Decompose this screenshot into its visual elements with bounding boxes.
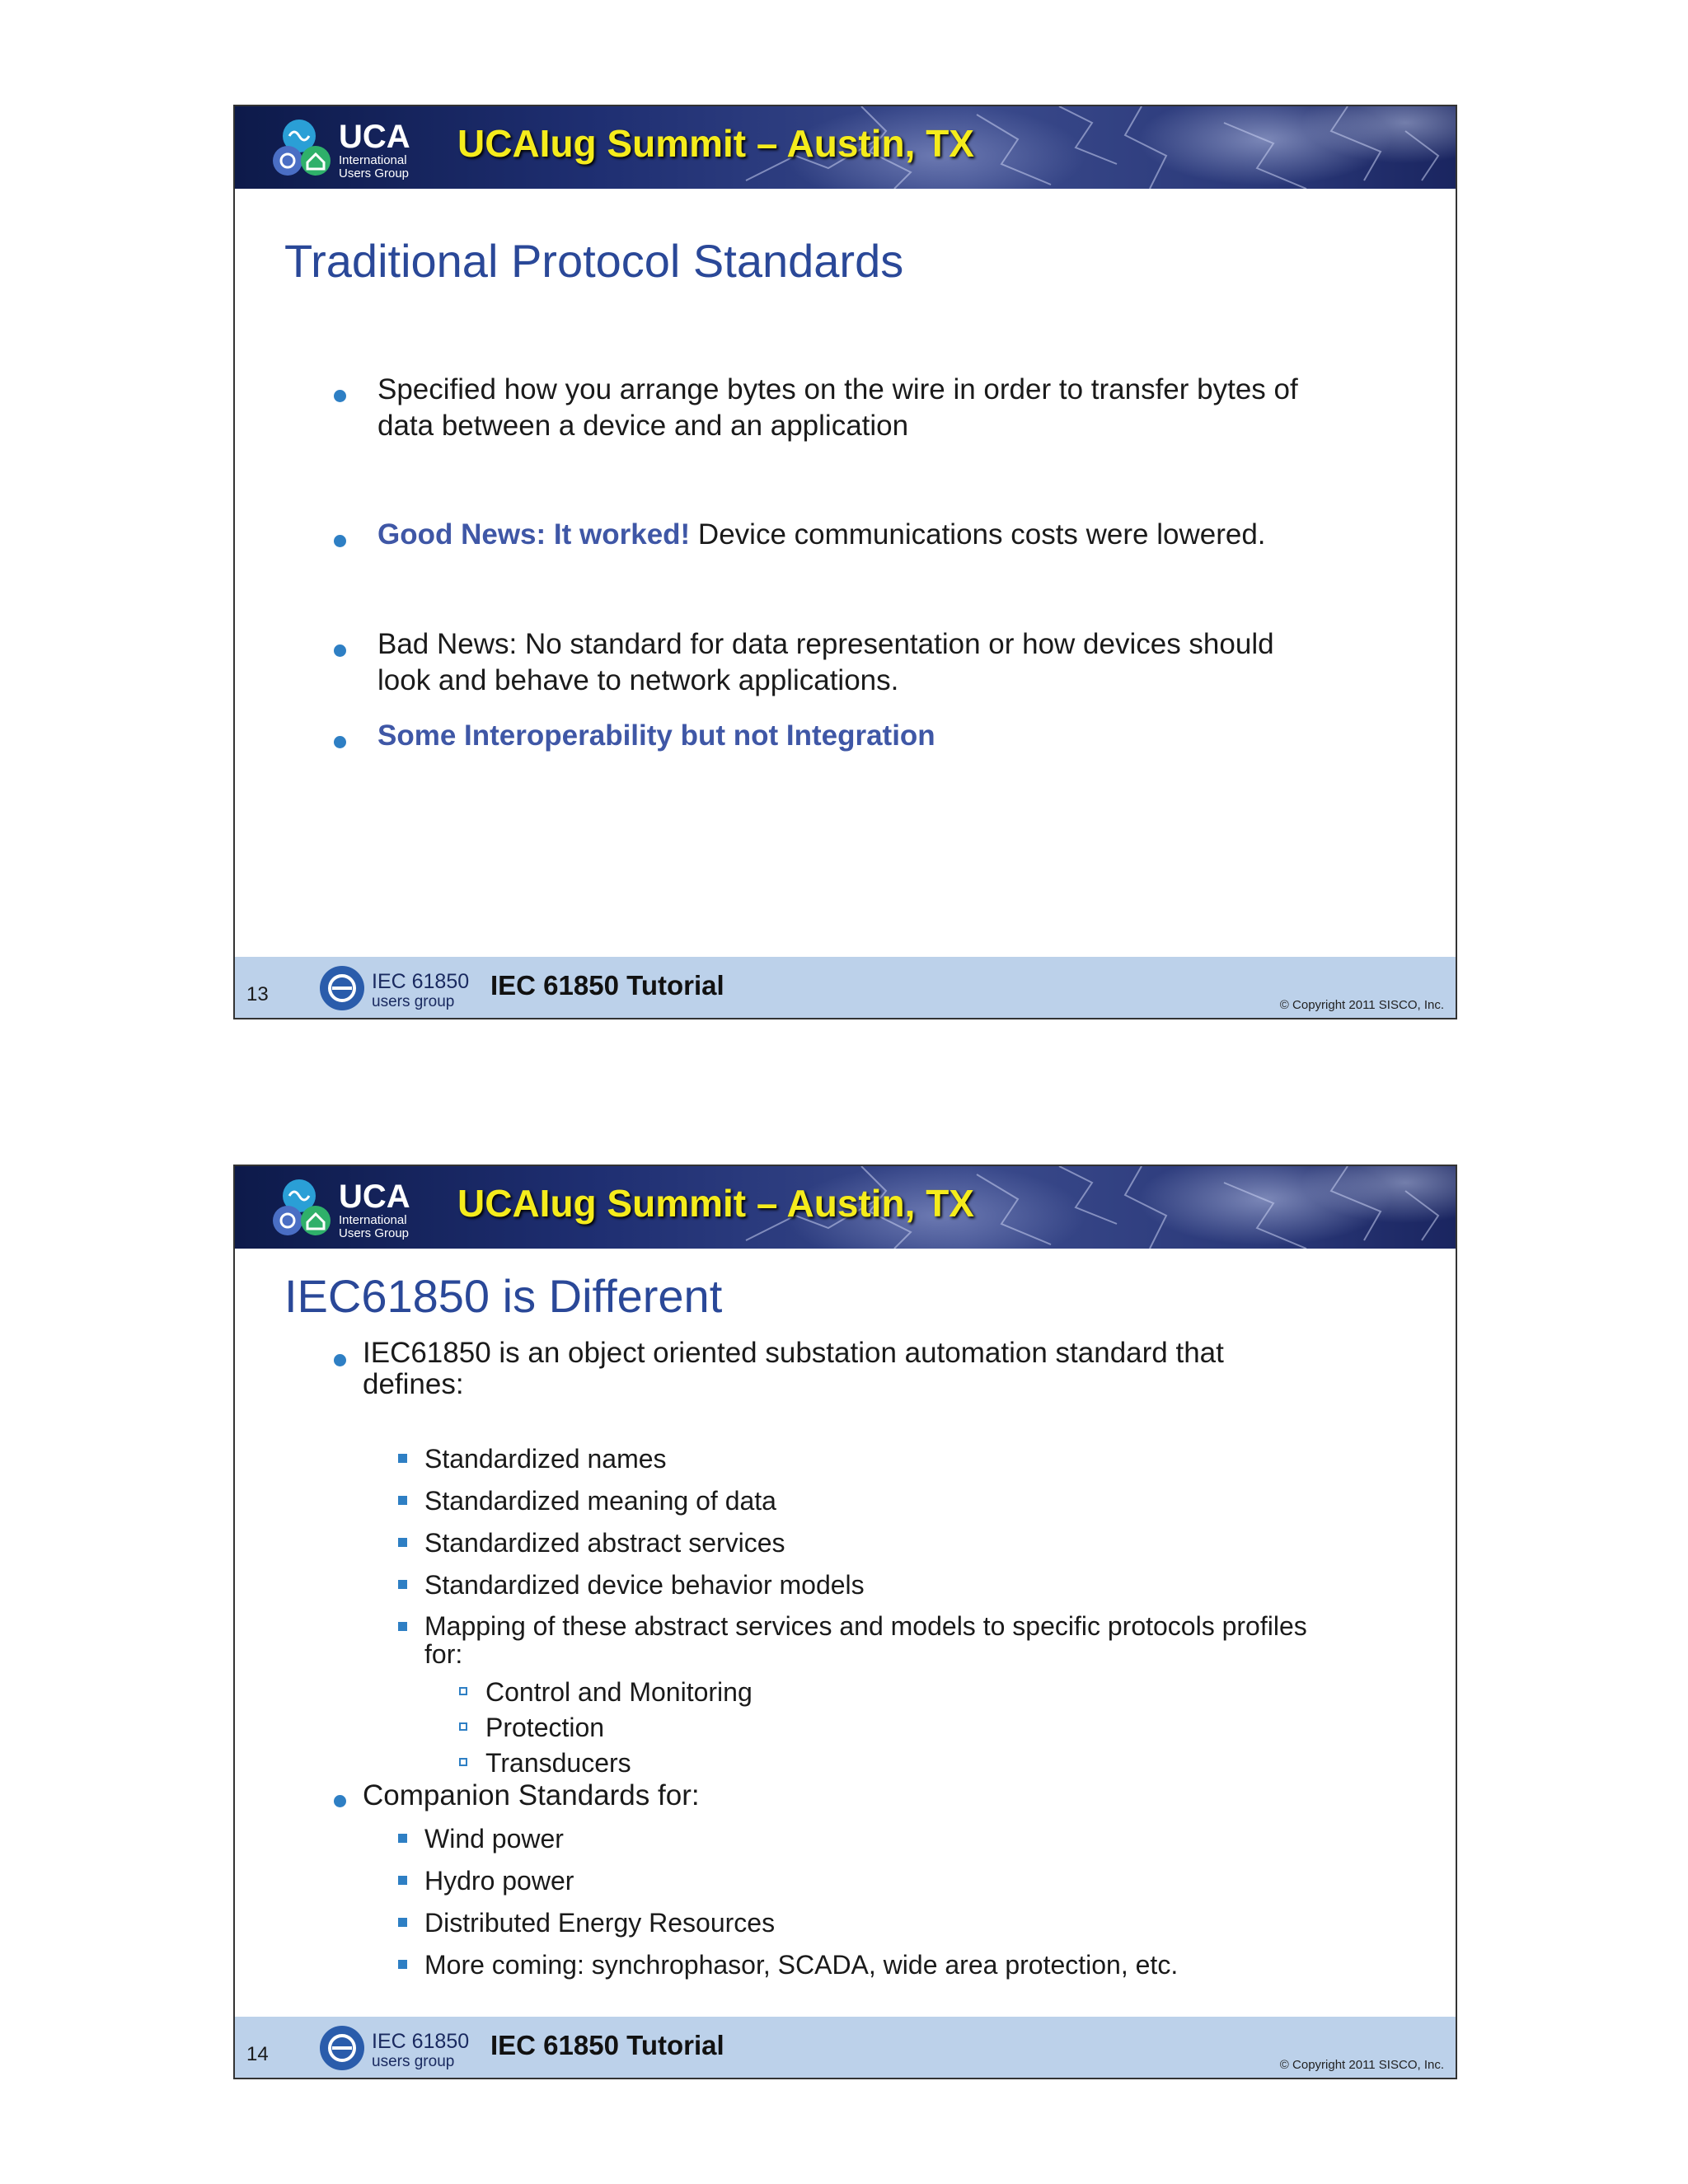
iec-logo-bottom: users group: [372, 2053, 455, 2070]
bullet-dot: [334, 390, 346, 402]
checkbox-bullet: [459, 1722, 467, 1731]
sub-bullet-square: [398, 1496, 407, 1505]
logo-line1: International: [339, 153, 407, 167]
bullet-dot: [334, 1795, 346, 1807]
logo-line2: Users Group: [339, 1226, 410, 1240]
slide-footer: [235, 2017, 1456, 2078]
sub-bullet-square: [398, 1622, 407, 1631]
sub-bullet-line: for:: [424, 1639, 463, 1669]
bullet-item: [377, 718, 935, 754]
sub-bullet-item: [424, 1612, 1307, 1668]
banner-title: UCAIug Summit – Austin, TX: [457, 122, 974, 165]
sub-bullet-square: [398, 1538, 407, 1547]
checkbox-bullet: [459, 1758, 467, 1766]
bullet-item: [363, 1338, 1224, 1400]
bullet-item: Companion Standards for:: [363, 1779, 700, 1811]
bullet-dot: [334, 1354, 346, 1366]
iec-logo-top: IEC 61850: [372, 2030, 470, 2053]
bullet-dot: [334, 535, 346, 547]
page-number: 14: [246, 2043, 269, 2065]
sub-bullet-square: [398, 1580, 407, 1589]
bullet-highlight: Good News: It worked!: [377, 518, 691, 551]
footer-title: IEC 61850 Tutorial: [490, 970, 724, 1001]
slide-13: [233, 105, 1457, 1019]
logo-line2: Users Group: [339, 166, 410, 180]
bullet-dot: [334, 644, 346, 657]
bullet-line: data between a device and an application: [377, 410, 909, 442]
slide-title: IEC61850 is Different: [284, 1270, 723, 1322]
slide-banner: [235, 1166, 1456, 1249]
banner-title: UCAIug Summit – Austin, TX: [457, 1182, 974, 1225]
sub-bullet-square: [398, 1960, 407, 1969]
profile-item: Control and Monitoring: [485, 1677, 753, 1707]
sub-bullet-line: Mapping of these abstract services and models to specific protocols profiles: [424, 1611, 1307, 1641]
slide-title: Traditional Protocol Standards: [284, 235, 904, 287]
bullet-dot: [334, 736, 346, 748]
sub-bullet-square: [398, 1876, 407, 1885]
copyright: © Copyright 2011 SISCO, Inc.: [1279, 2058, 1444, 2072]
bullet-text: Device communications costs were lowered.: [690, 518, 1266, 551]
profile-item: Transducers: [485, 1748, 631, 1778]
bullet-item: [377, 372, 1298, 444]
iec-logo-bottom: users group: [372, 993, 455, 1010]
slide-14: [233, 1165, 1457, 2079]
sub-bullet-square: [398, 1834, 407, 1843]
sub-bullet-item: Standardized names: [424, 1444, 667, 1474]
bullet-highlight: Some Interoperability but not Integration: [377, 719, 935, 752]
bullet-line: IEC61850 is an object oriented substation automation standard that: [363, 1337, 1224, 1369]
logo-brand: UCA: [339, 119, 410, 155]
profile-item: Protection: [485, 1713, 605, 1742]
checkbox-bullet: [459, 1687, 467, 1695]
sub-bullet-item: Hydro power: [424, 1866, 574, 1896]
iec-61850-logo: [317, 2023, 474, 2073]
sub-bullet-item: More coming: synchrophasor, SCADA, wide area protection, etc.: [424, 1950, 1179, 1980]
sub-bullet-square: [398, 1918, 407, 1927]
iec-61850-logo: [317, 963, 474, 1013]
slide-footer: [235, 957, 1456, 1018]
footer-title: IEC 61850 Tutorial: [490, 2030, 724, 2060]
page-number: 13: [246, 983, 269, 1005]
bullet-line: defines:: [363, 1368, 464, 1400]
bullet-item: [377, 517, 1266, 553]
logo-line1: International: [339, 1213, 407, 1227]
logo-brand: UCA: [339, 1179, 410, 1215]
sub-bullet-item: Standardized meaning of data: [424, 1486, 776, 1516]
sub-bullet-square: [398, 1454, 407, 1463]
bullet-line: Specified how you arrange bytes on the wire in order to transfer bytes of: [377, 373, 1298, 405]
copyright: © Copyright 2011 SISCO, Inc.: [1279, 998, 1444, 1012]
bullet-line: look and behave to network applications.: [377, 664, 899, 696]
bullet-item: [377, 626, 1274, 699]
sub-bullet-item: Distributed Energy Resources: [424, 1908, 776, 1938]
iec-logo-top: IEC 61850: [372, 970, 470, 993]
slide-banner: [235, 106, 1456, 189]
sub-bullet-item: Standardized device behavior models: [424, 1570, 865, 1600]
bullet-line: Bad News: No standard for data representation or how devices should: [377, 628, 1274, 660]
sub-bullet-item: Wind power: [424, 1824, 564, 1854]
uca-logo: [270, 111, 434, 185]
uca-logo: [270, 1171, 434, 1245]
sub-bullet-item: Standardized abstract services: [424, 1528, 785, 1558]
